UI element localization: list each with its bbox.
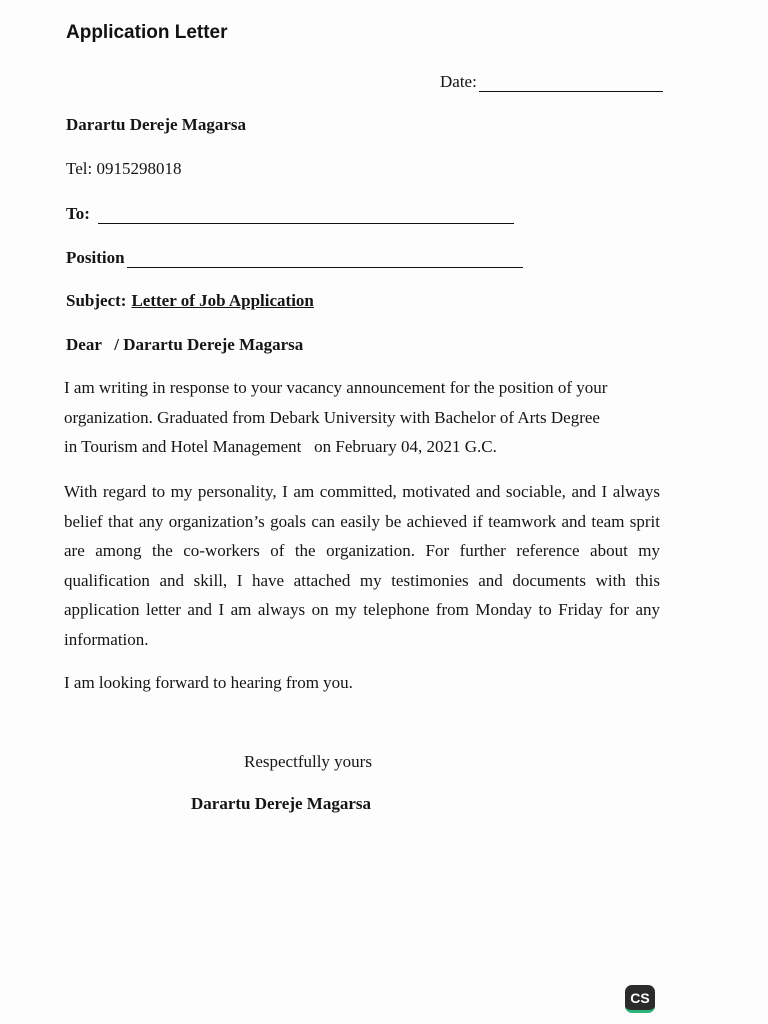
salutation: Dear / Darartu Dereje Magarsa <box>66 335 304 354</box>
position-field <box>66 248 523 268</box>
subject-value: Letter of Job Application <box>131 291 314 310</box>
to-blank-line <box>98 205 514 224</box>
sender-name: Darartu Dereje Magarsa <box>66 115 247 134</box>
recipient-field <box>66 204 514 224</box>
sender-tel: Tel: 0915298018 <box>66 159 182 178</box>
sign-off: Respectfully yours <box>244 752 372 771</box>
body-paragraph-2: With regard to my personality, I am committed, motivated and sociable, and I always belief that any organization’s goals can easily be achieved if teamwork and team sprit are among the co-workers of the organization. For further reference about my qualification and skill, I have attached my testimonies and documents with this application letter and I am always on my telephone from Monday to Friday for any information. <box>64 482 660 649</box>
page-title: Application Letter <box>66 22 228 43</box>
subject-label: Subject: <box>66 291 127 310</box>
body-paragraph-1 <box>64 373 660 462</box>
to-label: To: <box>66 204 90 223</box>
date-blank-line <box>479 73 663 92</box>
subject-line <box>66 291 314 311</box>
date-field <box>440 72 663 92</box>
position-blank-line <box>127 249 523 268</box>
position-label: Position <box>66 248 125 267</box>
date-label: Date: <box>440 72 477 91</box>
camscanner-logo-icon: CS <box>625 985 655 1013</box>
paragraph-1-line: in Tourism and Hotel Management on February 04, 2021 G.C. <box>64 437 497 457</box>
signature-name: Darartu Dereje Magarsa <box>191 794 372 813</box>
paragraph-1-line: I am writing in response to your vacancy announcement for the position of your <box>64 378 608 397</box>
paragraph-1-line: organization. Graduated from Debark University with Bachelor of Arts Degree <box>64 407 600 427</box>
closing-line: I am looking forward to hearing from you. <box>64 673 353 692</box>
